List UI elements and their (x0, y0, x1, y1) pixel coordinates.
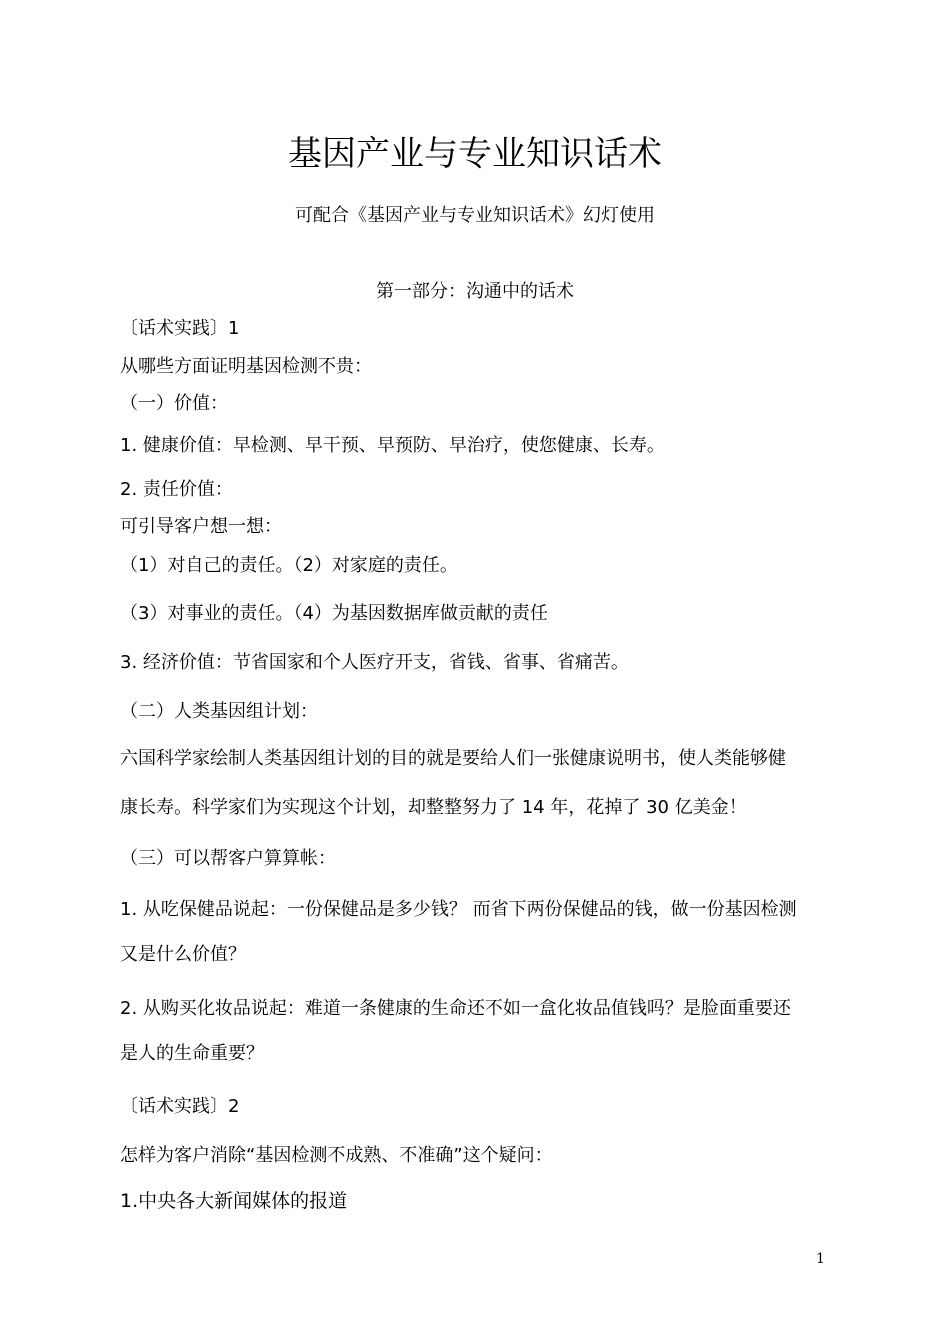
paragraph-line: （3）对事业的责任。（4）为基因数据库做贡献的责任 (120, 603, 548, 624)
section-heading: 第一部分：沟通中的话术 (376, 281, 574, 302)
practice-label-1: 〔话术实践〕1 (120, 318, 240, 339)
document-subtitle: 可配合《基因产业与专业知识话术》幻灯使用 (295, 205, 655, 226)
paragraph-line: 可引导客户想一想： (120, 516, 282, 537)
question-2: 怎样为客户消除“基因检测不成熟、不准确”这个疑问： (120, 1145, 553, 1166)
paragraph-line: 3. 经济价值：节省国家和个人医疗开支，省钱、省事、省痛苦。 (120, 652, 629, 673)
paragraph-line: 六国科学家绘制人类基因组计划的目的就是要给人们一张健康说明书，使人类能够健 (120, 748, 786, 769)
paragraph-line: 又是什么价值？ (120, 944, 246, 965)
subheading-calc: （三）可以帮客户算算帐： (120, 848, 336, 869)
paragraph-line: 康长寿。科学家们为实现这个计划，却整整努力了 14 年，花掉了 30 亿美金！ (120, 797, 747, 818)
paragraph-line: 1. 从吃保健品说起：一份保健品是多少钱？ 而省下两份保健品的钱，做一份基因检测 (120, 899, 797, 920)
page-number: 1 (816, 1251, 825, 1267)
subheading-value: （一）价值： (120, 393, 228, 414)
practice-label-2: 〔话术实践〕2 (120, 1096, 240, 1117)
document-title: 基因产业与专业知识话术 (288, 134, 662, 174)
paragraph-line: 2. 从购买化妆品说起：难道一条健康的生命还不如一盒化妆品值钱吗？是脸面重要还 (120, 998, 791, 1019)
subheading-genome: （二）人类基因组计划： (120, 701, 318, 722)
paragraph-line: 是人的生命重要？ (120, 1043, 264, 1064)
question-1: 从哪些方面证明基因检测不贵： (120, 356, 372, 377)
paragraph-line: 1. 健康价值：早检测、早干预、早预防、早治疗，使您健康、长寿。 (120, 435, 665, 456)
paragraph-line: 1.中央各大新闻媒体的报道 (120, 1190, 348, 1212)
paragraph-line: 2. 责任价值： (120, 479, 233, 500)
paragraph-line: （1）对自己的责任。（2）对家庭的责任。 (120, 555, 458, 576)
